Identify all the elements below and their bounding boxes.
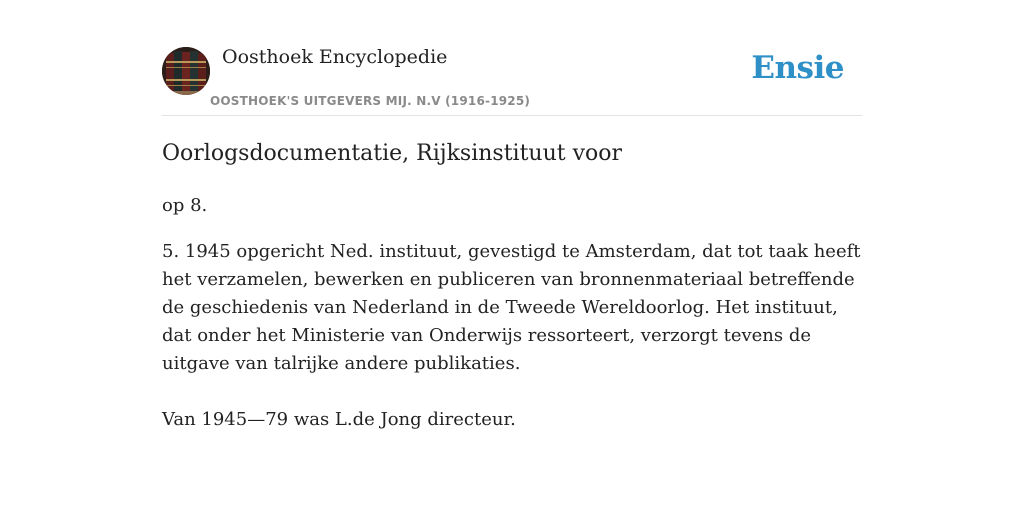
article-paragraph: Van 1945—79 was L.de Jong directeur. <box>162 409 516 430</box>
article-reference: op 8. <box>162 195 208 216</box>
article-body <box>162 238 862 434</box>
article-card <box>162 40 862 462</box>
source-title[interactable]: Oosthoek Encyclopedie <box>222 46 448 68</box>
article-paragraph: 5. 1945 opgericht Ned. instituut, gevestigd te Amsterdam, dat tot taak heeft het verzamelen, bewerken en publiceren van bronnenmateriaal betreffende de geschiedenis van Nederland in de Tweede Wereldoorlog. Het instituut, dat onder het Ministerie van Onderwijs ressorteert, verzorgt tevens de uitgave van talrijke andere publikaties. <box>162 241 861 374</box>
publisher-label: OOSTHOEK'S UITGEVERS MIJ. N.V (1916-1925) <box>210 94 531 108</box>
page-title: Oorlogsdocumentatie, Rijksinstituut voor <box>162 141 623 166</box>
encyclopedia-books-icon[interactable] <box>162 47 210 95</box>
article-header <box>162 40 862 116</box>
brand-logo[interactable]: Ensie <box>751 50 844 86</box>
